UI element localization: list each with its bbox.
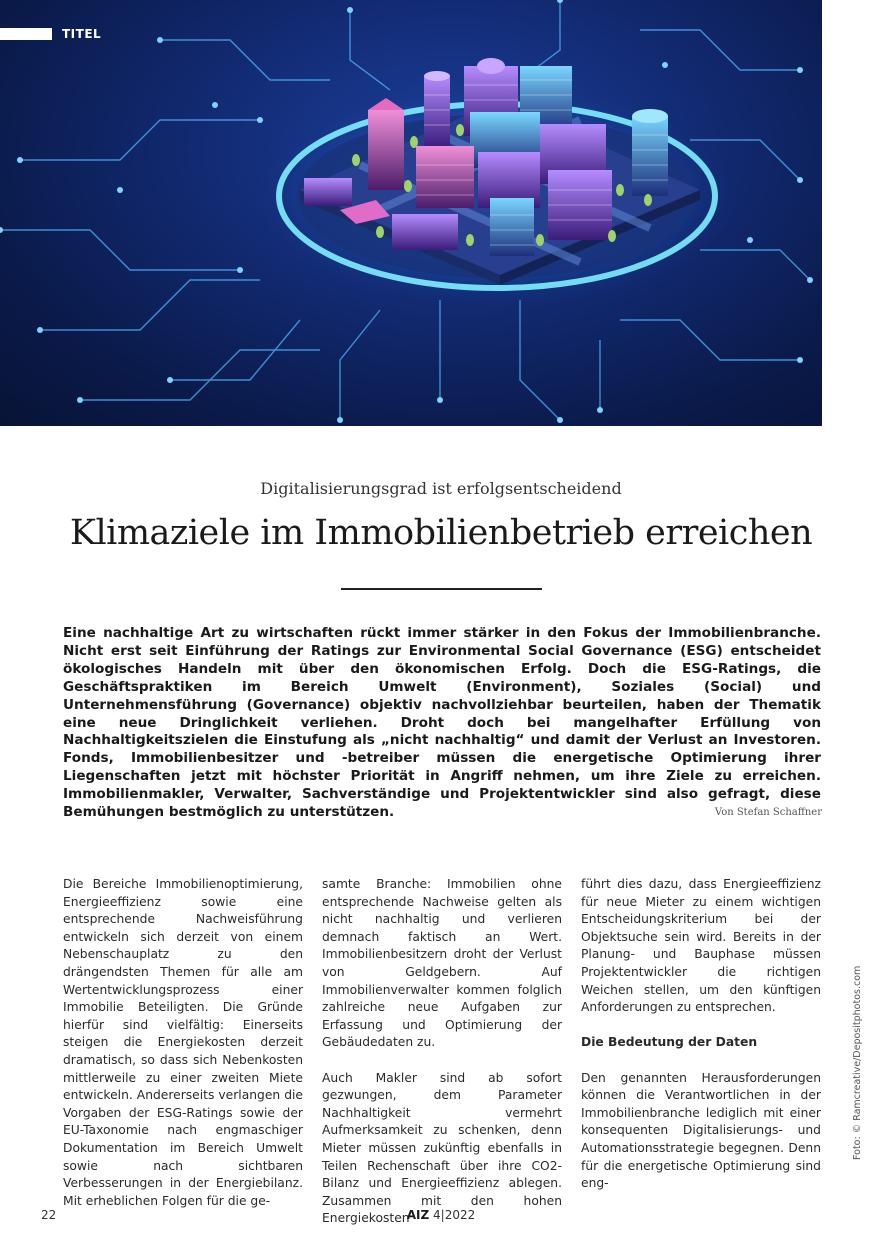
section-tag-label: TITEL (62, 27, 102, 41)
section-tag-bar (0, 28, 52, 40)
issue-number: 4|2022 (433, 1208, 476, 1222)
smart-city-illustration (0, 0, 822, 426)
paragraph: samte Branche: Immobilien ohne entsprechende Nachweise gelten als nicht nachhaltig und verlieren demnach faktisch an Wert. Immobilienbesitzern droht der Verlust von Geldgebern. Auf Immobilienverwalter kommen folglich zahlreiche neue Aufgaben zur Erfassung und Optimierung der Gebäudedaten zu. (322, 877, 562, 1050)
hero-image (0, 0, 822, 426)
article-kicker: Digitalisierungsgrad ist erfolgsentscheidend (260, 479, 622, 498)
article-lead: Eine nachhaltige Art zu wirtschaften rückt immer stärker in den Fokus der Immobilienbranche. Nicht erst seit Einführung der Ratings zur Environmental Social Governance (ESG) entscheidet ökologisches Handeln mit über den ökonomischen Erfolg. Doch die ESG-Ratings, die Geschäftspraktiken im Bereich Umwelt (Environment), Soziales (Social) und Unternehmensführung (Governance) objektiv nachvollziehbar beurteilen, haben der Thematik eine neue Dringlichkeit verliehen. Droht doch bei mangelhafter Erfüllung von Nachhaltigkeitszielen die Einstufung als „nicht nachhaltig“ und damit der Verlust an Investoren. Fonds, Immobilienbesitzer und -betreiber müssen die energetische Optimierung ihrer Liegenschaften jetzt mit höchster Priorität in Angriff nehmen, um ihre Ziele zu erreichen. Immobilienmakler, Verwalter, Sachverständige und Projektentwickler sind also gefragt, diese Bemühungen bestmöglich zu unterstützen. (63, 625, 821, 821)
paragraph: Auch Makler sind ab sofort gezwungen, dem Parameter Nachhaltigkeit vermehrt Aufmerksamkeit zu schenken, denn Mieter müssen zukünftig ebenfalls in Teilen Rechenschaft über ihre CO2-Bilanz und Energieeffizienz ablegen. Zusammen mit den hohen Energiekosten (322, 1070, 562, 1226)
text-column-3 (581, 876, 821, 1193)
text-column-2 (322, 876, 562, 1228)
section-tag (0, 27, 101, 41)
text-column-1 (63, 876, 303, 1210)
section-heading: Die Bedeutung der Daten (581, 1035, 758, 1050)
article-byline: Von Stefan Schaffner (714, 807, 822, 818)
magazine-name: AIZ (406, 1208, 430, 1222)
magazine-footer (0, 1208, 882, 1222)
headline-divider (341, 588, 542, 590)
article-headline: Klimaziele im Immobilienbetrieb erreichen (69, 513, 813, 553)
photo-credit: Foto: © Ramcreative/Depositphotos.com (852, 965, 863, 1160)
paragraph: Den genannten Herausforderungen können die Verantwortlichen in der Immobilienbranche lediglich mit einer konsequenten Digitalisierungs- und Automationsstrategie begegnen. Denn für die energetische Optimierung sind eng- (581, 1070, 821, 1191)
paragraph: Die Bereiche Immobilienoptimierung, Energieeffizienz sowie eine entsprechende Nachweisführung entwickeln sich derzeit von einem Nebenschauplatz zu den drängendsten Themen für alle am Wertentwicklungsprozess einer Immobilie Beteiligten. Die Gründe hierfür sind vielfältig: Einerseits steigen die Energiekosten derzeit dramatisch, so dass sich Nebenkosten mittlerweile zu einer zweiten Miete entwickeln. Andererseits verlangen die Vorgaben der ESG-Ratings sowie der EU-Taxonomie nach engmaschiger Dokumentation im Bereich Umwelt sowie nach sichtbaren Verbesserungen in der Energiebilanz. Mit erheblichen Folgen für die ge- (63, 877, 303, 1208)
page-number: 22 (41, 1208, 57, 1222)
paragraph: führt dies dazu, dass Energieeffizienz für neue Mieter zu einem wichtigen Entscheidungskriterium bei der Objektsuche sein wird. Bereits in der Planung- und Bauphase müssen Projektentwickler die richtigen Weichen stellen, um den künftigen Anforderungen zu entsprechen. (581, 877, 821, 1015)
